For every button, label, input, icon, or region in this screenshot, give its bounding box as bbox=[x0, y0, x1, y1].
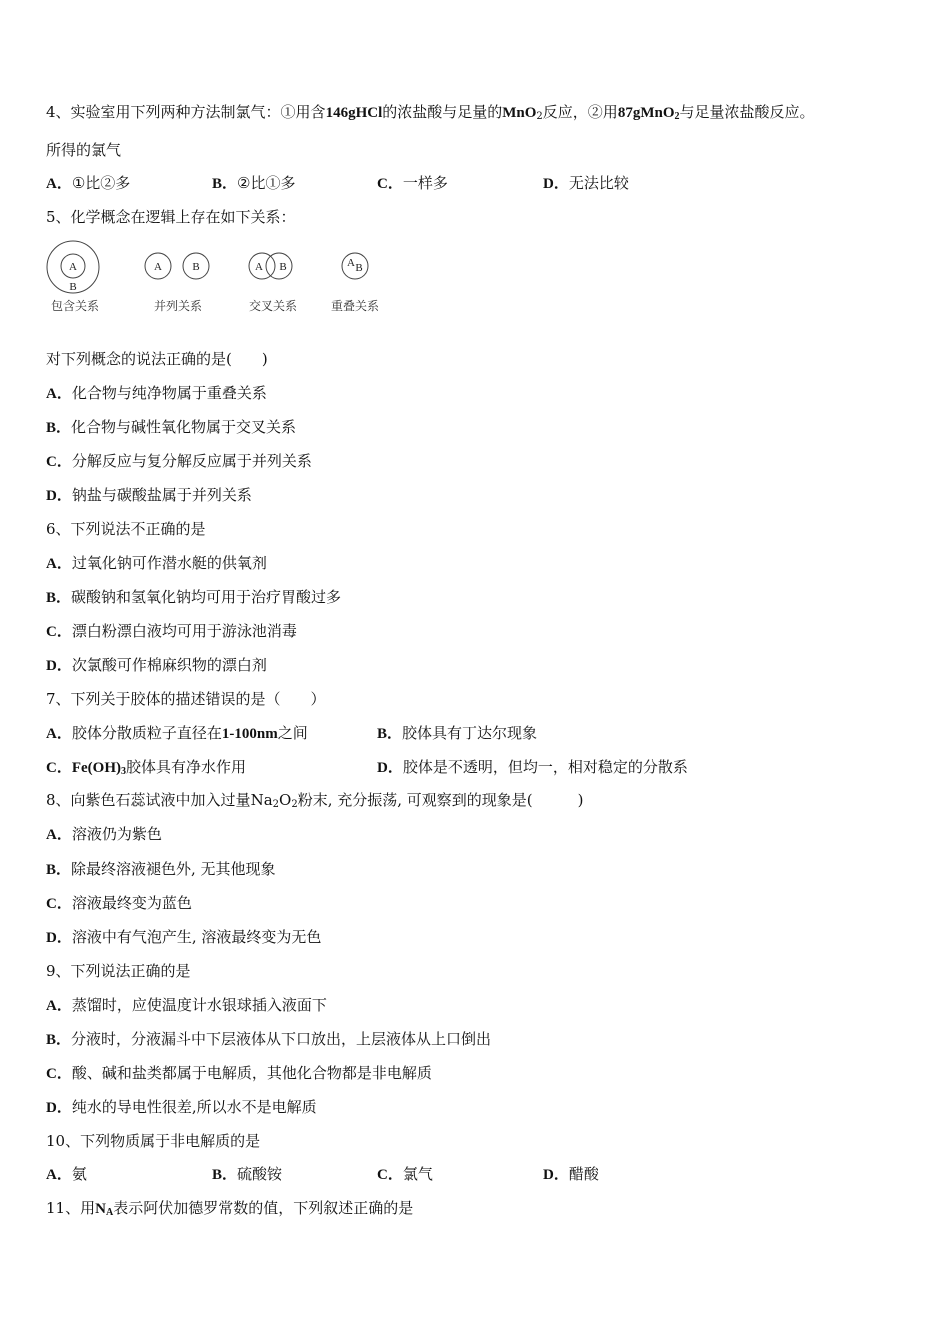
question-7-stem: 7、下列关于胶体的描述错误的是（ ） bbox=[46, 690, 326, 708]
question-6-option-a[interactable]: A．过氧化钠可作潜水艇的供氧剂 bbox=[46, 554, 267, 572]
caption-intersection: 交叉关系 bbox=[248, 299, 298, 313]
caption-parallel: 并列关系 bbox=[153, 299, 203, 313]
question-8-option-a[interactable]: A．溶液仍为紫色 bbox=[46, 825, 162, 843]
question-4-option-c[interactable]: C．一样多 bbox=[377, 174, 448, 192]
inclusion-relation-figure bbox=[47, 241, 99, 293]
question-8-option-b[interactable]: B．除最终溶液褪色外, 无其他现象 bbox=[46, 860, 276, 878]
question-9-option-c[interactable]: C．酸、碱和盐类都属于电解质，其他化合物都是非电解质 bbox=[46, 1064, 432, 1082]
question-4-option-a[interactable]: A．①比②多 bbox=[46, 174, 131, 192]
question-8-stem: 8、向紫色石蕊试液中加入过量$Na_2O_2$粉末, 充分振荡, 可观察到的现象是( ) bbox=[46, 791, 584, 810]
question-10-stem: 10、下列物质属于非电解质的是 bbox=[46, 1132, 261, 1150]
overlap-label-a: A bbox=[347, 257, 355, 269]
question-5-option-c[interactable]: C．分解反应与复分解反应属于并列关系 bbox=[46, 452, 312, 470]
question-11-stem: 11、用$N_A$表示阿伏加德罗常数的值，下列叙述正确的是 bbox=[46, 1199, 414, 1218]
question-10-option-d[interactable]: D．醋酸 bbox=[543, 1165, 599, 1183]
question-4-option-d[interactable]: D．无法比较 bbox=[543, 174, 629, 192]
question-5-option-a[interactable]: A．化合物与纯净物属于重叠关系 bbox=[46, 384, 267, 402]
caption-overlap: 重叠关系 bbox=[330, 299, 380, 313]
parallel-relation-figure bbox=[145, 253, 209, 279]
question-6-option-d[interactable]: D．次氯酸可作棉麻织物的漂白剂 bbox=[46, 656, 267, 674]
question-5-prompt: 对下列概念的说法正确的是( ) bbox=[46, 350, 268, 368]
question-6-option-b[interactable]: B．碳酸钠和氢氧化钠均可用于治疗胃酸过多 bbox=[46, 588, 342, 606]
parallel-label-b: B bbox=[192, 261, 200, 273]
question-6-stem: 6、下列说法不正确的是 bbox=[46, 520, 206, 538]
intersection-label-b: B bbox=[279, 261, 287, 273]
caption-inclusion: 包含关系 bbox=[50, 299, 100, 313]
question-10-option-c[interactable]: C．氯气 bbox=[377, 1165, 433, 1183]
overlap-relation-figure bbox=[342, 253, 368, 279]
question-4-option-b[interactable]: B．②比①多 bbox=[212, 174, 296, 192]
intersection-relation-figure bbox=[249, 253, 292, 279]
inclusion-label-a: A bbox=[69, 261, 77, 273]
concept-relation-diagram bbox=[40, 238, 400, 320]
question-5-stem: 5、化学概念在逻辑上存在如下关系： bbox=[46, 208, 296, 226]
question-8-option-d[interactable]: D．溶液中有气泡产生, 溶液最终变为无色 bbox=[46, 928, 322, 946]
question-7-option-d[interactable]: D．胶体是不透明，但均一，相对稳定的分散系 bbox=[377, 758, 688, 776]
intersection-label-a: A bbox=[255, 261, 263, 273]
inclusion-label-b: B bbox=[69, 281, 77, 293]
question-9-option-b[interactable]: B．分液时，分液漏斗中下层液体从下口放出，上层液体从上口倒出 bbox=[46, 1030, 492, 1048]
question-8-option-c[interactable]: C．溶液最终变为蓝色 bbox=[46, 894, 192, 912]
overlap-label-b: B bbox=[355, 262, 363, 274]
question-7-option-a[interactable]: A．胶体分散质粒子直径在1-100nm之间 bbox=[46, 724, 308, 742]
question-4-stem-line2: 所得的氯气 bbox=[46, 141, 122, 159]
question-10-option-a[interactable]: A．氨 bbox=[46, 1165, 87, 1183]
question-5-option-d[interactable]: D．钠盐与碳酸盐属于并列关系 bbox=[46, 486, 252, 504]
parallel-label-a: A bbox=[154, 261, 162, 273]
question-7-option-b[interactable]: B．胶体具有丁达尔现象 bbox=[377, 724, 538, 742]
question-7-option-c[interactable]: C．$Fe(OH)_3$胶体具有净水作用 bbox=[46, 758, 247, 777]
question-4-stem: 4、实验室用下列两种方法制氯气：①用含146gHCl的浓盐酸与足量的MnO$_2$反应，②用87gMnO$_2$与足量浓盐酸反应。 bbox=[46, 103, 815, 122]
question-5-option-b[interactable]: B．化合物与碱性氧化物属于交叉关系 bbox=[46, 418, 297, 436]
question-10-option-b[interactable]: B．硫酸铵 bbox=[212, 1165, 283, 1183]
question-9-option-a[interactable]: A．蒸馏时，应使温度计水银球插入液面下 bbox=[46, 996, 327, 1014]
question-9-stem: 9、下列说法正确的是 bbox=[46, 962, 191, 980]
question-6-option-c[interactable]: C．漂白粉漂白液均可用于游泳池消毒 bbox=[46, 622, 297, 640]
question-9-option-d[interactable]: D．纯水的导电性很差,所以水不是电解质 bbox=[46, 1098, 317, 1116]
